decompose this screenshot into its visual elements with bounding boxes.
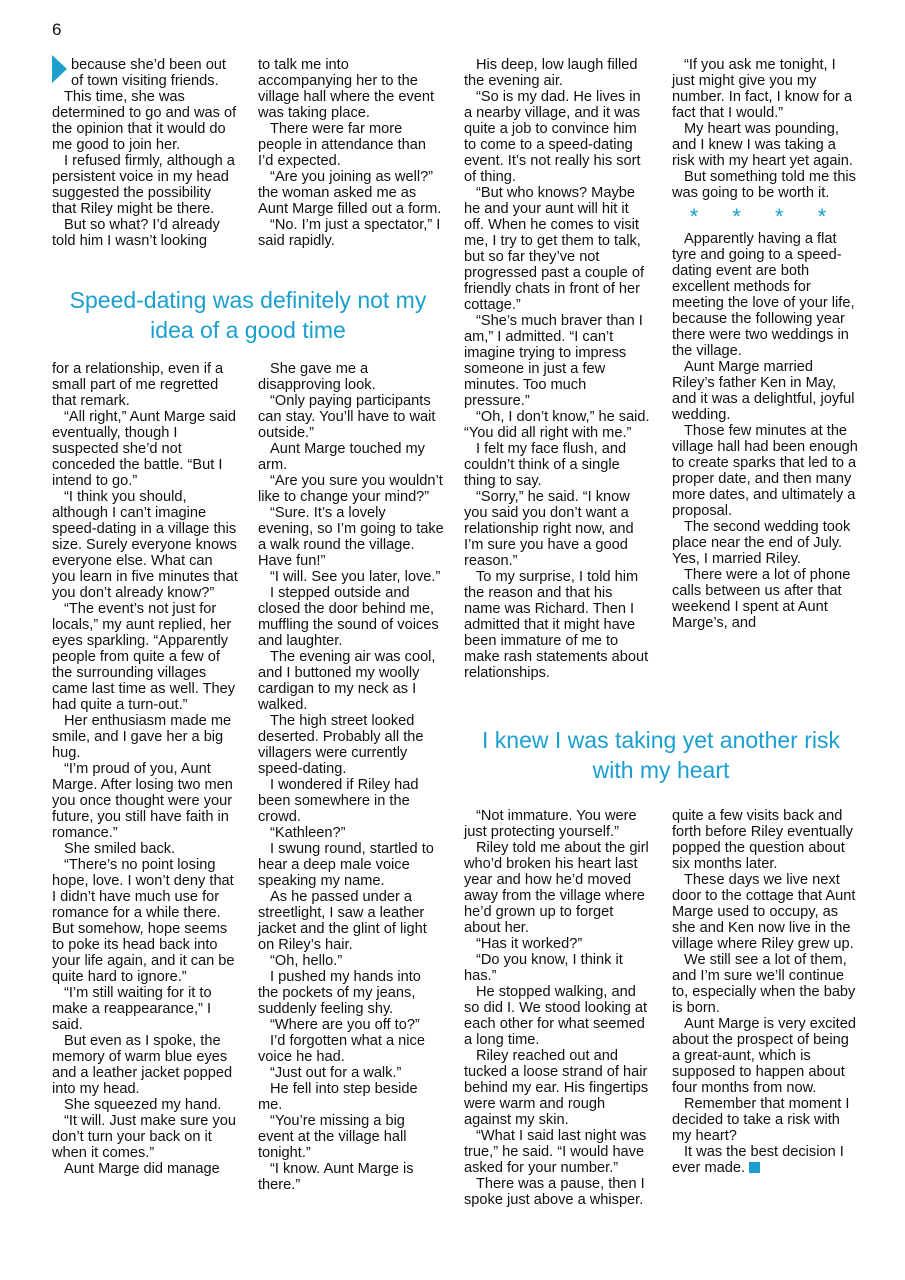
subheading-speed-dating: Speed-dating was definitely not my idea of a good time [69,287,427,343]
column-1-body [52,361,238,1177]
paragraph: “There’s no point losing hope, love. I won’t deny that I didn’t have much use for romance for a while there. But somehow, hope seems to poke its head back into your life again, and it can be quite hard to ignore.” [52,857,235,985]
paragraph: “I’m still waiting for it to make a reappearance,” I said. [52,985,212,1033]
paragraph: He fell into step beside me. [258,1081,418,1113]
column-3-bottom-text [464,808,650,1208]
paragraph: I stepped outside and closed the door behind me, muffling the sound of voices and laughter. [258,585,439,649]
top-column-1 [52,57,238,249]
paragraph: because she’d been out of town visiting friends. [71,57,226,89]
paragraph: “Oh, hello.” [270,953,343,969]
column-3-top-text [464,57,650,681]
paragraph: Her enthusiasm made me smile, and I gave her a big hug. [52,713,232,761]
paragraph: “Just out for a walk.” [270,1065,402,1081]
paragraph: “I’m proud of you, Aunt Marge. After losing two men you once thought were your future, you still have faith in romance.” [52,761,233,841]
column-1-body-text [52,361,238,1177]
paragraph: There was a pause, then I spoke just above a whisper. [464,1176,645,1208]
paragraph: The evening air was cool, and I buttoned my woolly cardigan to my neck as I walked. [258,649,436,713]
paragraph: The high street looked deserted. Probably all the villagers were currently speed-dating. [258,713,424,777]
paragraph: But so what? I’d already told him I wasn’t looking [52,217,220,249]
paragraph: quite a few visits back and forth before Riley eventually popped the question about six months later. [672,808,853,872]
paragraph: She smiled back. [64,841,176,857]
paragraph: “Are you joining as well?” the woman asked me as Aunt Marge filled out a form. [258,169,442,217]
paragraph: The second wedding took place near the end of July. Yes, I married Riley. [672,519,851,567]
paragraph: Those few minutes at the village hall had been enough to create sparks that led to a proper date, and then many more dates, and ultimately a proposal. [672,423,858,519]
paragraph: Aunt Marge married Riley’s father Ken in May, and it was a delightful, joyful wedding. [672,359,855,423]
column-2-body-text [258,361,444,1193]
paragraph: Apparently having a flat tyre and going to a speed-dating event are both excellent methods for meeting the love of your life, because the following year there were two weddings in the village. [672,231,855,359]
paragraph: “It will. Just make sure you don’t turn your back on it when it comes.” [52,1113,236,1161]
paragraph: But something told me this was going to be worth it. [672,169,856,201]
paragraph: I swung round, startled to hear a deep male voice speaking my name. [258,841,434,889]
paragraph: “Where are you off to?” [270,1017,420,1033]
paragraph: Riley told me about the girl who’d broken his heart last year and how he’d moved away from the village where he’d grown up to forget about her. [464,840,649,936]
paragraph: He stopped walking, and so did I. We stood looking at each other for what seemed a long time. [464,984,648,1048]
paragraph: She squeezed my hand. [64,1097,222,1113]
paragraph: His deep, low laugh filled the evening air. [464,57,638,89]
paragraph: Aunt Marge did manage [64,1161,220,1177]
paragraph: “What I said last night was true,” he said. “I would have asked for your number.” [464,1128,647,1176]
column-4-bottom [672,808,858,1176]
paragraph: “Only paying participants can stay. You’ll have to wait outside.” [258,393,436,441]
column-4-bottom-text [672,808,858,1176]
paragraph: Aunt Marge touched my arm. [258,441,425,473]
paragraph: There were a lot of phone calls between us after that weekend I spent at Aunt Marge’s, and [672,567,851,631]
paragraph: I refused firmly, although a persistent voice in my head suggested the possibility that Riley might be there. [52,153,235,217]
paragraph: To my surprise, I told him the reason and that his name was Richard. Then I admitted that it might have been immature of me to make rash statements about relationships. [464,569,649,681]
paragraph: “Sorry,” he said. “I know you said you don’t want a relationship right now, and I’m sure you have a good reason.” [464,489,634,569]
paragraph: As he passed under a streetlight, I saw a leather jacket and the glint of light on Riley’s hair. [258,889,427,953]
subheading-risk-heart: I knew I was taking yet another risk with my heart [482,727,840,783]
paragraph: “Are you sure you wouldn’t like to change your mind?” [258,473,443,505]
top-column-1-text [52,57,238,249]
section-break-stars: * * * * [689,204,841,229]
paragraph: I pushed my hands into the pockets of my jeans, suddenly feeling shy. [258,969,421,1017]
column-3-top [464,57,650,681]
paragraph: Riley reached out and tucked a loose strand of hair behind my ear. His fingertips were warm and rough against my skin. [464,1048,649,1128]
paragraph: But even as I spoke, the memory of warm blue eyes and a leather jacket popped into my head. [52,1033,233,1097]
paragraph: I’d forgotten what a nice voice he had. [258,1033,425,1065]
column-4-top-text-a [672,57,858,201]
paragraph: “So is my dad. He lives in a nearby village, and it was quite a job to convince him to come to a speed-dating event. It’s not really his sort of thing. [464,89,641,185]
paragraph: It was the best decision I ever made. [672,1144,844,1176]
top-column-2-text [258,57,444,249]
paragraph: These days we live next door to the cottage that Aunt Marge used to occupy, as she and Ken now live in the village where Riley grew up. [672,872,856,952]
paragraph: “Kathleen?” [270,825,346,841]
paragraph: We still see a lot of them, and I’m sure we’ll continue to, especially when the baby is born. [672,952,856,1016]
paragraph: “Sure. It’s a lovely evening, so I’m going to take a walk round the village. Have fun!” [258,505,444,569]
end-of-story-square-icon [749,1162,760,1173]
top-column-2 [258,57,444,249]
column-2-body [258,361,444,1193]
paragraph: Remember that moment I decided to take a risk with my heart? [672,1096,850,1144]
paragraph: I wondered if Riley had been somewhere in the crowd. [258,777,419,825]
paragraph: “I will. See you later, love.” [270,569,441,585]
paragraph: “The event’s not just for locals,” my aunt replied, her eyes sparkling. “Apparently people from quite a few of the surrounding villages came last time as well. They had quite a turn-out.” [52,601,236,713]
paragraph: I felt my face flush, and couldn’t think of a single thing to say. [464,441,627,489]
paragraph: My heart was pounding, and I knew I was taking a risk with my heart yet again. [672,121,853,169]
page-number: 6 [52,20,62,39]
paragraph: “Has it worked?” [476,936,583,952]
paragraph: “Oh, I don’t know,” he said. “You did all right with me.” [464,409,650,441]
paragraph: “No. I’m just a spectator,” I said rapidly. [258,217,441,249]
paragraph: “You’re missing a big event at the village hall tonight.” [258,1113,407,1161]
paragraph: “Not immature. You were just protecting yourself.” [464,808,637,840]
paragraph: “But who knows? Maybe he and your aunt will hit it off. When he comes to visit me, I try to get them to talk, but so far they’ve not progressed past a couple of friendly chats in front of her cottage.” [464,185,645,313]
column-3-bottom [464,808,650,1208]
paragraph: She gave me a disapproving look. [258,361,376,393]
paragraph: There were far more people in attendance than I’d expected. [258,121,426,169]
paragraph: “She’s much braver than I am,” I admitted. “I can’t imagine trying to impress someone in just a few minutes. Too much pressure.” [464,313,643,409]
paragraph: “All right,” Aunt Marge said eventually, though I suspected she’d not conceded the battle. “But I intend to go.” [52,409,236,489]
paragraph: “I know. Aunt Marge is there.” [258,1161,414,1193]
column-4-top [672,57,858,631]
paragraph: “I think you should, although I can’t imagine speed-dating in a village this size. Surely everyone knows everyone else. What can you learn in five minutes that you don’t already know?” [52,489,238,601]
column-4-top-text-b [672,231,858,631]
paragraph: This time, she was determined to go and was of the opinion that it would do me good to join her. [52,89,237,153]
paragraph: for a relationship, even if a small part of me regretted that remark. [52,361,224,409]
paragraph: Aunt Marge is very excited about the prospect of being a great-aunt, which is supposed to happen about four months from now. [672,1016,856,1096]
paragraph: to talk me into accompanying her to the village hall where the event was taking place. [258,57,435,121]
paragraph: “Do you know, I think it has.” [464,952,623,984]
story-continue-arrow-icon [52,55,67,83]
paragraph: “If you ask me tonight, I just might give you my number. In fact, I know for a fact that I would.” [672,57,853,121]
